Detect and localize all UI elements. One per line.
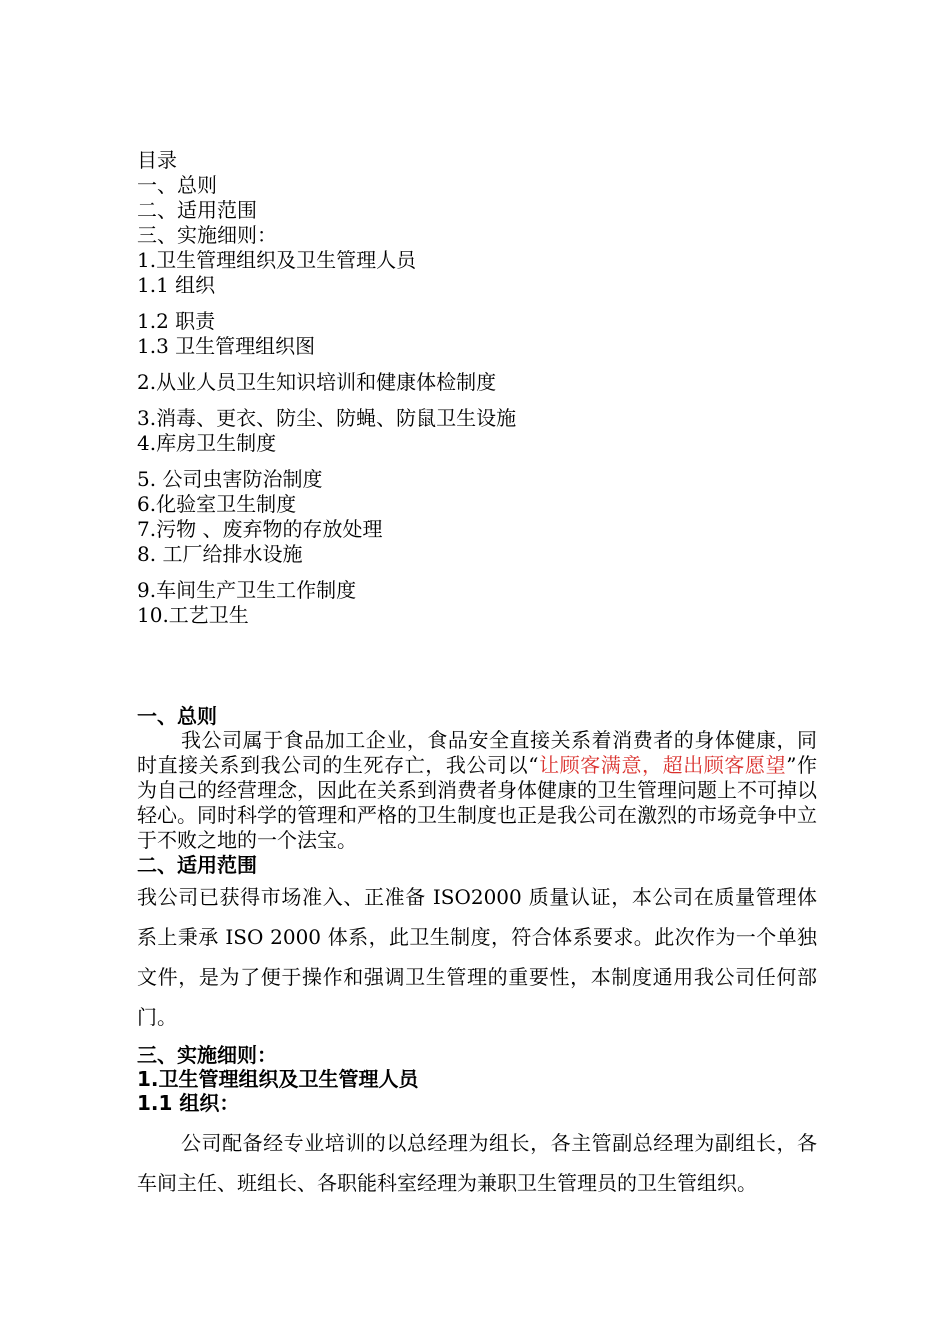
section-heading-details: 三、实施细则： <box>137 1043 277 1067</box>
section-scope-paragraph: 我公司已获得市场准入、正准备 ISO2000 质量认证，本公司在质量管理体系上秉承 ISO 2000 体系，此卫生制度，符合体系要求。此次作为一个单独文件，是为了便于操作和强调卫生管理的重要性，本制度通用我公司任何部门。 <box>137 885 817 1029</box>
toc-item: 1.1 组织 <box>137 273 216 297</box>
section-heading-general: 一、总则 <box>137 704 217 728</box>
toc-item: 8. 工厂给排水设施 <box>137 542 303 566</box>
toc-item: 三、实施细则： <box>137 223 277 247</box>
toc-item: 一、总则 <box>137 173 217 197</box>
toc-item: 9.车间生产卫生工作制度 <box>137 578 357 602</box>
toc-item: 7.污物 、废弃物的存放处理 <box>137 517 383 541</box>
subsection-heading: 1.卫生管理组织及卫生管理人员 <box>137 1067 419 1091</box>
toc-item: 二、适用范围 <box>137 198 257 222</box>
paragraph-text: ”作为自己的经营理念，因此在关系到消费者身体健康的卫生管理问题上不可掉以轻心。同时科学的管理和严格的卫生制度也正是我公司在激烈的市场竞争中立于不败之地的一个法宝。 <box>137 753 818 852</box>
toc-title: 目录 <box>137 148 177 172</box>
paragraph-text: 我公司属于食品加工企业，食品安全直接关系着消费者的身体健康，同时直接关系到我公司的生死存亡，我公司以“ <box>137 728 817 777</box>
subsection-heading: 1.1 组织： <box>137 1091 240 1115</box>
toc-item: 6.化验室卫生制度 <box>137 492 297 516</box>
highlighted-motto: 让顾客满意，超出顾客愿望 <box>538 753 787 777</box>
toc-item: 10.工艺卫生 <box>137 603 249 627</box>
toc-item: 1.卫生管理组织及卫生管理人员 <box>137 248 417 272</box>
document-body <box>137 704 817 1203</box>
section-organization-paragraph: 公司配备经专业培训的以总经理为组长，各主管副总经理为副组长，各车间主任、班组长、各职能科室经理为兼职卫生管理员的卫生管组织。 <box>137 1131 817 1195</box>
toc-item: 1.2 职责 <box>137 309 216 333</box>
toc-item: 3.消毒、更衣、防尘、防蝇、防鼠卫生设施 <box>137 406 517 430</box>
toc-item: 4.库房卫生制度 <box>137 431 277 455</box>
toc-item: 1.3 卫生管理组织图 <box>137 334 316 358</box>
toc-item: 5. 公司虫害防治制度 <box>137 467 323 491</box>
table-of-contents <box>137 148 817 628</box>
toc-item: 2.从业人员卫生知识培训和健康体检制度 <box>137 370 497 394</box>
section-general-paragraph <box>137 728 817 853</box>
section-heading-scope: 二、适用范围 <box>137 853 257 877</box>
